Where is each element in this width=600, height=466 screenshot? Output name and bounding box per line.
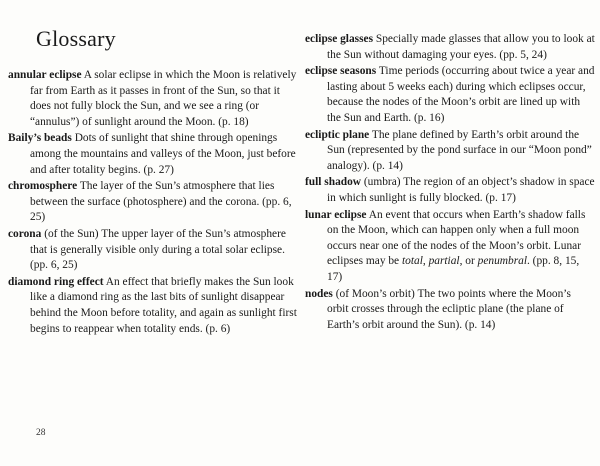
definition-text: , or <box>459 255 478 268</box>
glossary-term: full shadow <box>305 176 362 189</box>
glossary-term: lunar eclipse <box>305 208 367 221</box>
page-title: Glossary <box>36 26 116 51</box>
glossary-entry <box>305 175 595 206</box>
glossary-definition: (of Moon’s orbit) The two points where the Moon’s orbit crosses through the ecliptic plane (the plane of Earth’s orbit around the Sun). (p. 14) <box>327 287 571 331</box>
glossary-definition: The plane defined by Earth’s orbit around the Sun (represented by the pond surface in our “Moon pond” analogy). (p. 14) <box>327 128 592 172</box>
glossary-definition: (of the Sun) The upper layer of the Sun’s atmosphere that is generally visible only during a total solar eclipse. (pp. 6, 25) <box>30 227 286 272</box>
page-number: 28 <box>36 428 46 438</box>
glossary-entry <box>305 208 595 286</box>
glossary-definition: Time periods (occurring about twice a year and lasting about 5 weeks each) during which eclipses occur, because the nodes of the Moon’s orbit are lined up with the Sun and Earth. (p. 16) <box>327 65 595 124</box>
glossary-definition: (umbra) The region of an object’s shadow in space in which sunlight is fully blocked. (p. 17) <box>327 176 595 204</box>
glossary-entry <box>8 131 298 178</box>
glossary-term: nodes <box>305 287 333 300</box>
definition-italic-partial: partial <box>428 255 460 268</box>
glossary-term: eclipse glasses <box>305 33 374 45</box>
glossary-term: chromosphere <box>8 180 78 193</box>
glossary-definition: A solar eclipse in which the Moon is relatively far from Earth as it passes in front of the Sun, so that it does not fully block the Sun, and we see a ring (or “annulus”) of sunlight around the Moon. (p. 18) <box>30 69 297 128</box>
glossary-entry <box>8 179 298 226</box>
glossary-entry <box>8 227 298 274</box>
glossary-entry <box>305 128 595 175</box>
glossary-term: eclipse seasons <box>305 65 377 78</box>
glossary-entry <box>305 32 595 63</box>
glossary-right-column <box>305 32 595 334</box>
glossary-term: annular eclipse <box>8 69 82 81</box>
glossary-entry <box>305 64 595 126</box>
definition-italic-total: total <box>401 255 423 268</box>
definition-italic-penumbral: penumbral <box>477 255 527 268</box>
definition-text: An event that occurs when Earth’s shadow falls on the Moon, which can happen only when a full moon occurs near one of the nodes of the Moon’s orbit. Lunar eclipses may be <box>327 208 586 268</box>
glossary-entry <box>305 287 595 334</box>
glossary-definition: Specially made glasses that allow you to look at the Sun without damaging your eyes. (pp. 5, 24) <box>327 33 595 61</box>
glossary-term: corona <box>8 227 42 240</box>
glossary-definition: An effect that briefly makes the Sun look like a diamond ring as the last bits of sunlight disappear behind the Moon before totality, and again as sunlight first begins to reappear when totality ends. (p. 6) <box>30 275 297 335</box>
glossary-definition: Dots of sunlight that shine through openings among the mountains and valleys of the Moon, just before and after totality begins. (p. 27) <box>30 132 296 176</box>
glossary-left-column <box>8 68 298 338</box>
glossary-definition: The layer of the Sun’s atmosphere that lies between the surface (photosphere) and the corona. (pp. 6, 25) <box>30 180 292 224</box>
glossary-entry <box>8 68 298 130</box>
glossary-term: ecliptic plane <box>305 128 370 141</box>
glossary-entry <box>8 275 298 337</box>
glossary-term: diamond ring effect <box>8 275 104 288</box>
glossary-term: Baily’s beads <box>8 132 72 145</box>
definition-text: , <box>422 255 429 268</box>
definition-text: . (pp. 8, 15, 17) <box>327 255 580 283</box>
